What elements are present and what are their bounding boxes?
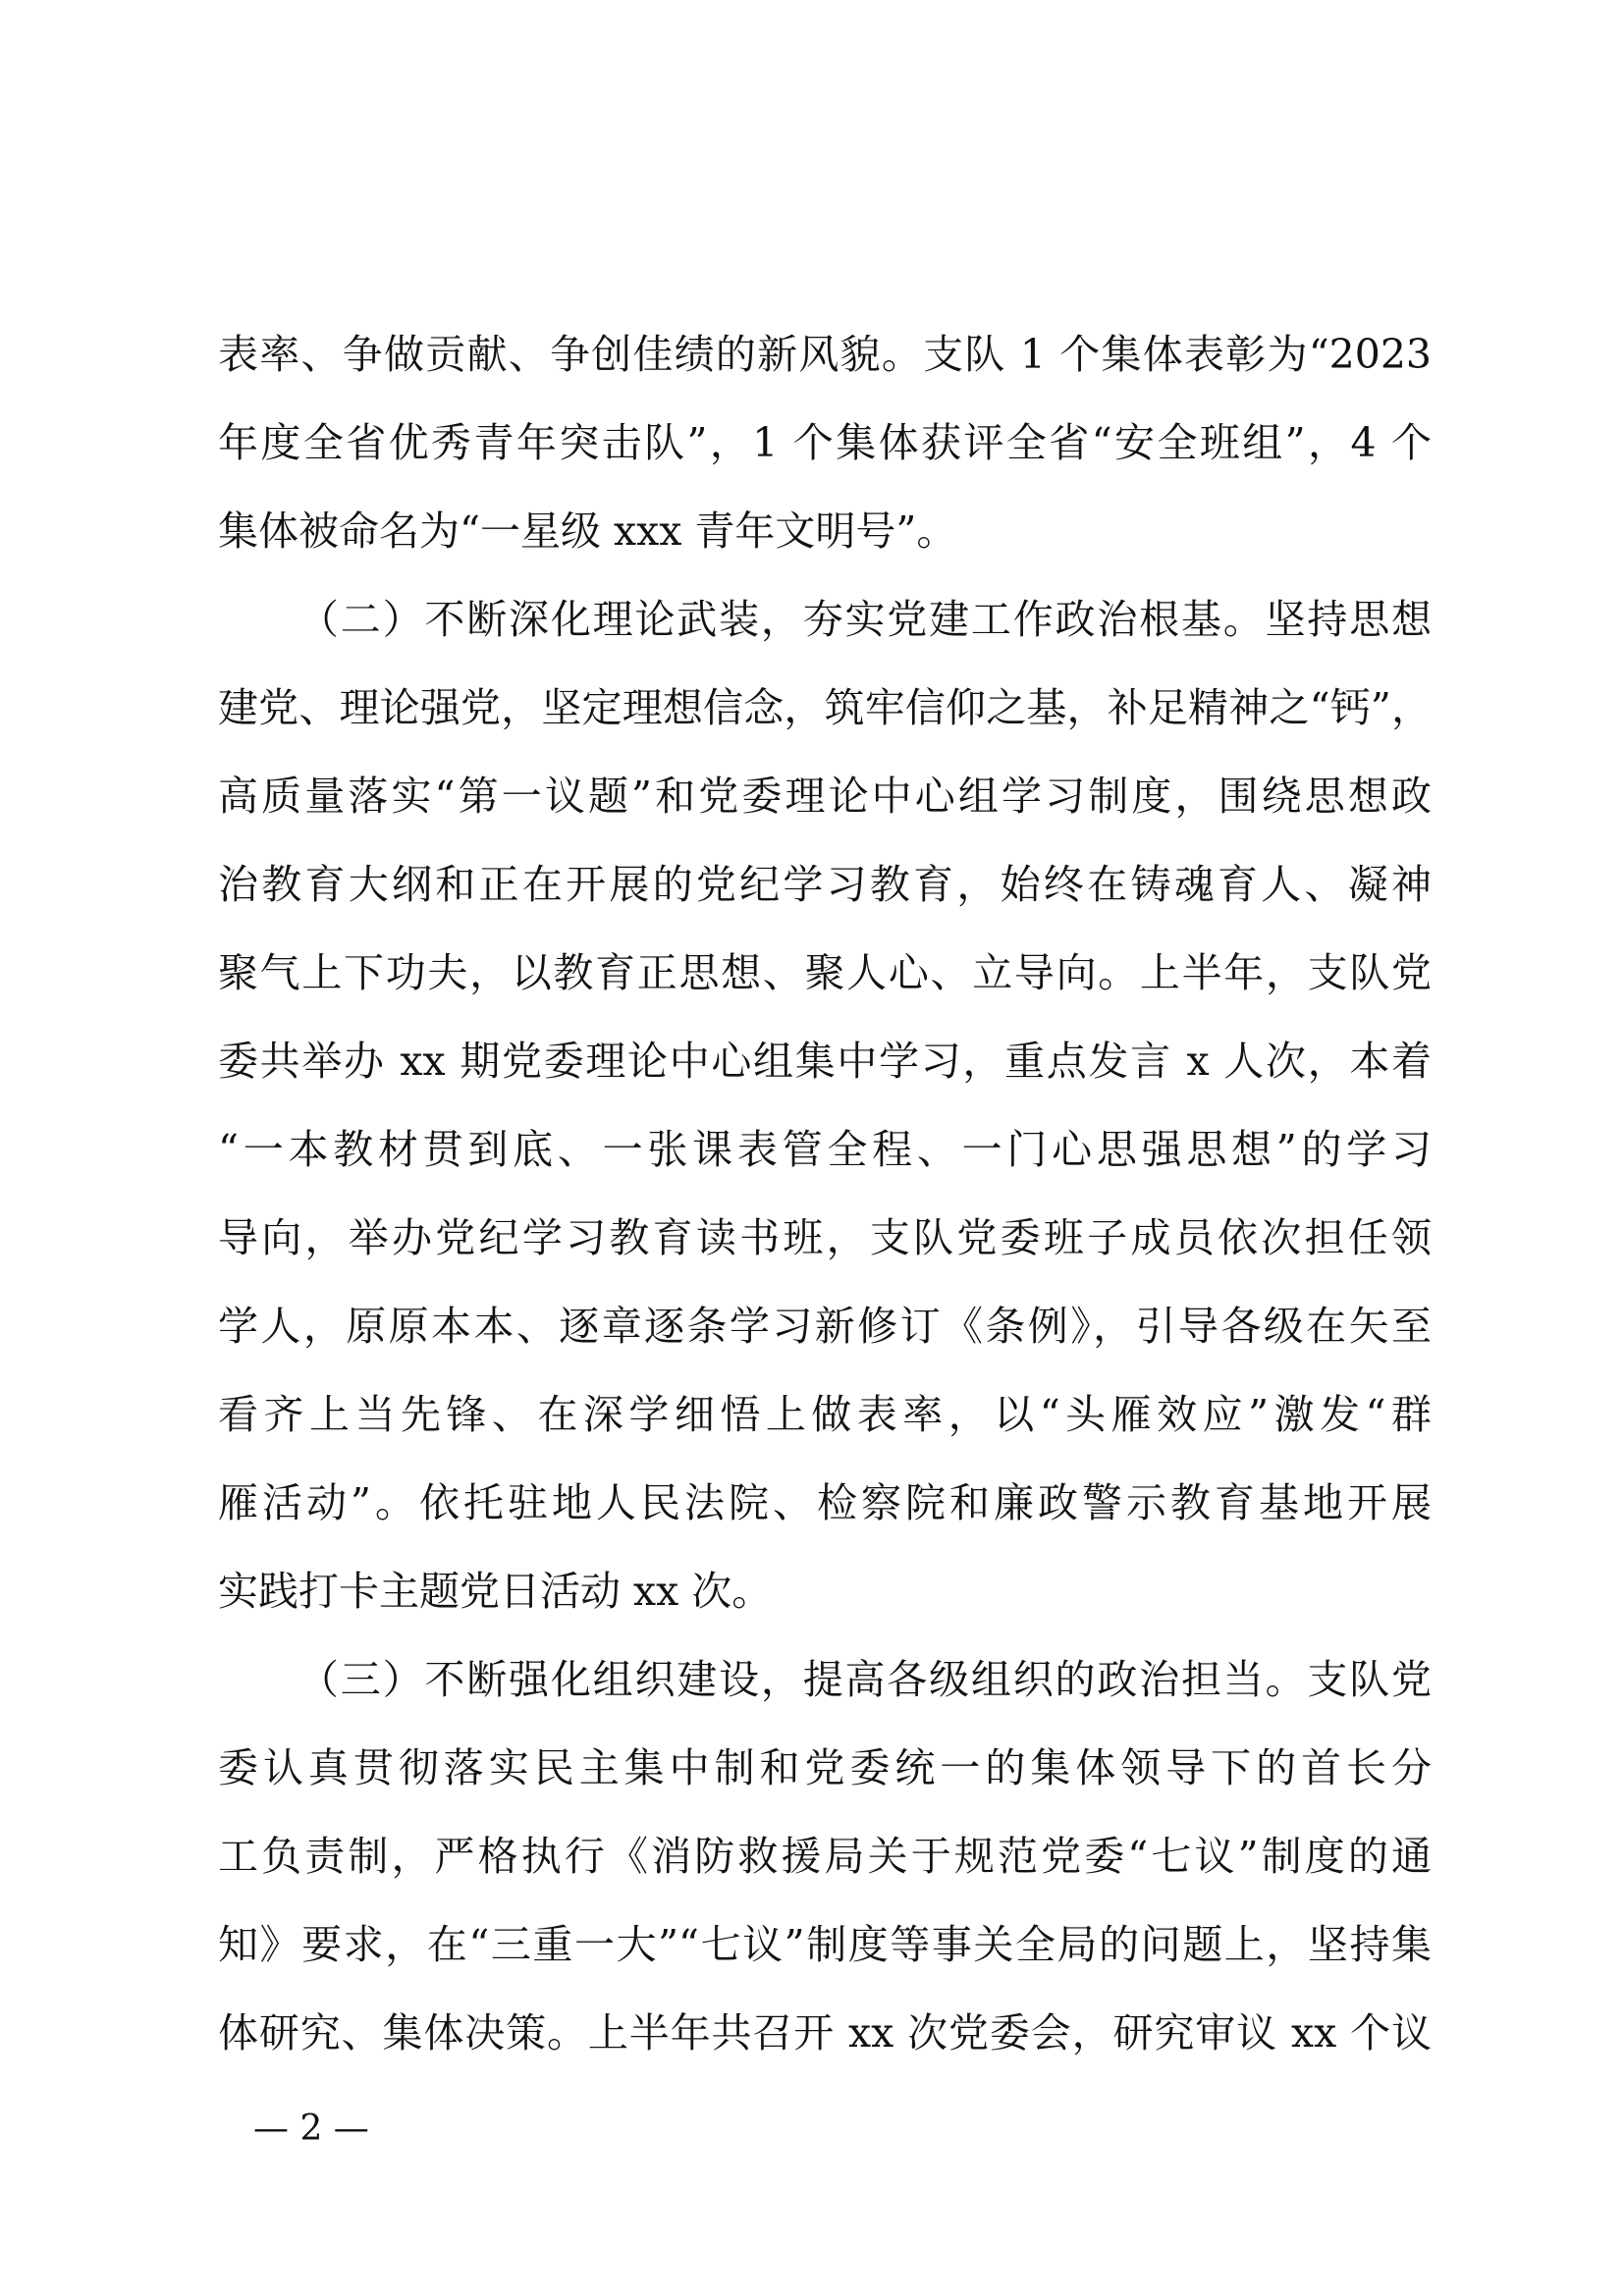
text-line: 工负责制，严格执行《消防救援局关于规范党委“七议”制度的通 [218, 1833, 1432, 1880]
text-line: “一本教材贯到底、一张课表管全程、一门心思强思想”的学习 [218, 1126, 1432, 1173]
text-line: 委认真贯彻落实民主集中制和党委统一的集体领导下的首长分 [218, 1744, 1432, 1791]
text-line: 导向，举办党纪学习教育读书班，支队党委班子成员依次担任领 [218, 1214, 1432, 1261]
text-line: 体研究、集体决策。上半年共召开 xx 次党委会，研究审议 xx 个议 [218, 2009, 1432, 2056]
paragraph-heading-line: （二）不断深化理论武装，夯实党建工作政治根基。坚持思想 [298, 596, 1432, 643]
text-line: 表率、争做贡献、争创佳绩的新风貌。支队 1 个集体表彰为“2023 [218, 331, 1432, 378]
text-line: 学人，原原本本、逐章逐条学习新修订《条例》，引导各级在矢至 [218, 1303, 1432, 1350]
text-line: 实践打卡主题党日活动 xx 次。 [218, 1568, 773, 1615]
text-line: 集体被命名为“一星级 xxx 青年文明号”。 [218, 507, 957, 555]
text-line: 聚气上下功夫，以教育正思想、聚人心、立导向。上半年，支队党 [218, 949, 1432, 996]
text-line: 委共举办 xx 期党委理论中心组集中学习，重点发言 x 人次，本着 [218, 1038, 1432, 1085]
text-line: 雁活动”。依托驻地人民法院、检察院和廉政警示教育基地开展 [218, 1479, 1432, 1526]
text-line: 看齐上当先锋、在深学细悟上做表率，以“头雁效应”激发“群 [218, 1391, 1432, 1438]
paragraph-heading-line: （三）不断强化组织建设，提高各级组织的政治担当。支队党 [298, 1656, 1432, 1703]
text-line: 知》要求，在“三重一大”“七议”制度等事关全局的问题上，坚持集 [218, 1921, 1432, 1968]
text-line: 治教育大纲和正在开展的党纪学习教育，始终在铸魂育人、凝神 [218, 861, 1432, 908]
text-line: 年度全省优秀青年突击队”，1 个集体获评全省“安全班组”，4 个 [218, 419, 1432, 466]
text-line: 高质量落实“第一议题”和党委理论中心组学习制度，围绕思想政 [218, 773, 1432, 820]
page-number: — 2 — [253, 2109, 369, 2149]
text-line: 建党、理论强党，坚定理想信念，筑牢信仰之基，补足精神之“钙”， [218, 684, 1432, 731]
body-text [218, 310, 1432, 2077]
